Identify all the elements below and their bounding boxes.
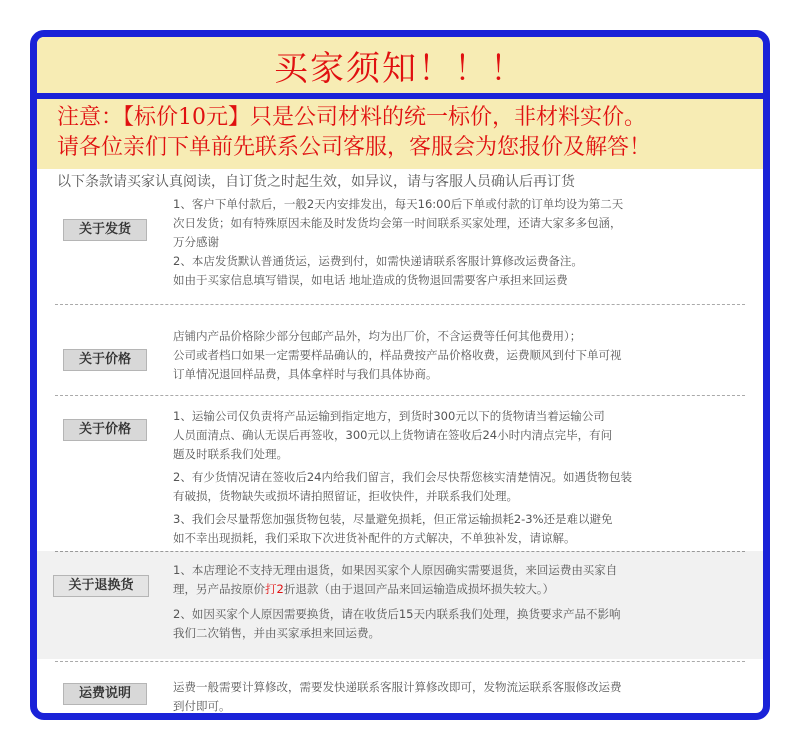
section-line: 3、我们会尽量帮您加强货物包装，尽量避免损耗，但正常运输损耗2-3%还是难以避免 — [173, 512, 613, 526]
section-divider — [55, 551, 745, 552]
section-badge-shipping: 关于发货 — [63, 219, 147, 241]
section-line: 如不幸出现损耗，我们采取下次进货补配件的方式解决，不单独补发，请谅解。 — [173, 531, 576, 545]
section-divider — [55, 395, 745, 396]
section-badge-transport: 关于价格 — [63, 419, 147, 441]
notice-block — [37, 99, 763, 169]
title-band — [37, 37, 763, 99]
section-line: 2、如因买家个人原因需要换货，请在收货后15天内联系我们处理，换货要求产品不影响 — [173, 607, 621, 621]
section-line: 订单情况退回样品费，具体拿样时与我们具体协商。 — [173, 367, 438, 381]
section-line: 到付即可。 — [173, 699, 231, 713]
discount-highlight: 打2 — [265, 582, 284, 596]
section-line: 运费一般需要计算修改，需要发快递联系客服计算修改即可，发物流运联系客服修改运费 — [173, 680, 622, 694]
section-line: 公司或者档口如果一定需要样品确认的，样品费按产品价格收费，运费顺风到付下单可视 — [173, 348, 622, 362]
section-line: 1、本店理论不支持无理由退货，如果因买家个人原因确实需要退货，来回运费由买家自 — [173, 563, 618, 577]
section-divider — [55, 661, 745, 662]
notice-frame — [30, 30, 770, 720]
section-line: 万分感谢 — [173, 235, 219, 249]
section-text-returns — [173, 561, 753, 643]
section-text-shipping — [173, 195, 753, 290]
section-line: 人员面清点、确认无误后再签收，300元以上货物请在签收后24小时内清点完毕，有问 — [173, 428, 613, 442]
section-text-transport — [173, 407, 753, 548]
section-line: 2、有少货情况请在签收后24内给我们留言，我们会尽快帮您核实清楚情况。如遇货物包装 — [173, 470, 632, 484]
section-line: 店铺内产品价格除少部分包邮产品外，均为出厂价，不含运费等任何其他费用）； — [173, 329, 582, 343]
section-divider — [55, 304, 745, 305]
section-line: 2、本店发货默认普通货运，运费到付，如需快递请联系客服计算修改运费备注。 — [173, 254, 583, 268]
section-line: 1、客户下单付款后，一般2天内安排发出，每天16:00后下单或付款的订单均设为第二天 — [173, 197, 624, 211]
section-badge-freight: 运费说明 — [63, 683, 147, 705]
section-line: 次日发货；如有特殊原因未能及时发货均会第一时间联系买家处理，还请大家多多包涵， — [173, 216, 622, 230]
section-text-freight — [173, 678, 753, 716]
intro-text: 以下条款请买家认真阅读，自订货之时起生效，如异议，请与客服人员确认后再订货 — [57, 174, 575, 190]
section-line: 1、运输公司仅负责将产品运输到指定地方，到货时300元以下的货物请当着运输公司 — [173, 409, 605, 423]
section-badge-returns: 关于退换货 — [53, 575, 149, 597]
section-line: 题及时联系我们处理。 — [173, 447, 288, 461]
section-line: 有破损，货物缺失或损坏请拍照留证，拒收快件，并联系我们处理。 — [173, 489, 518, 503]
section-line: 理，另产品按原价打2折退款（由于退回产品来回运输造成损坏损失较大。） — [173, 582, 555, 596]
notice-line-1: 注意：【标价10元】只是公司材料的统一标价，非材料实价。 — [57, 105, 646, 130]
section-line: 我们二次销售，并由买家承担来回运费。 — [173, 626, 380, 640]
section-text-price — [173, 327, 753, 384]
page-title: 买家须知！！！ — [274, 48, 526, 89]
section-badge-price: 关于价格 — [63, 349, 147, 371]
notice-line-2: 请各位亲们下单前先联系公司客服，客服会为您报价及解答！ — [57, 135, 652, 160]
section-line: 如由于买家信息填写错误，如电话 地址造成的货物退回需要客户承担来回运费 — [173, 273, 568, 287]
